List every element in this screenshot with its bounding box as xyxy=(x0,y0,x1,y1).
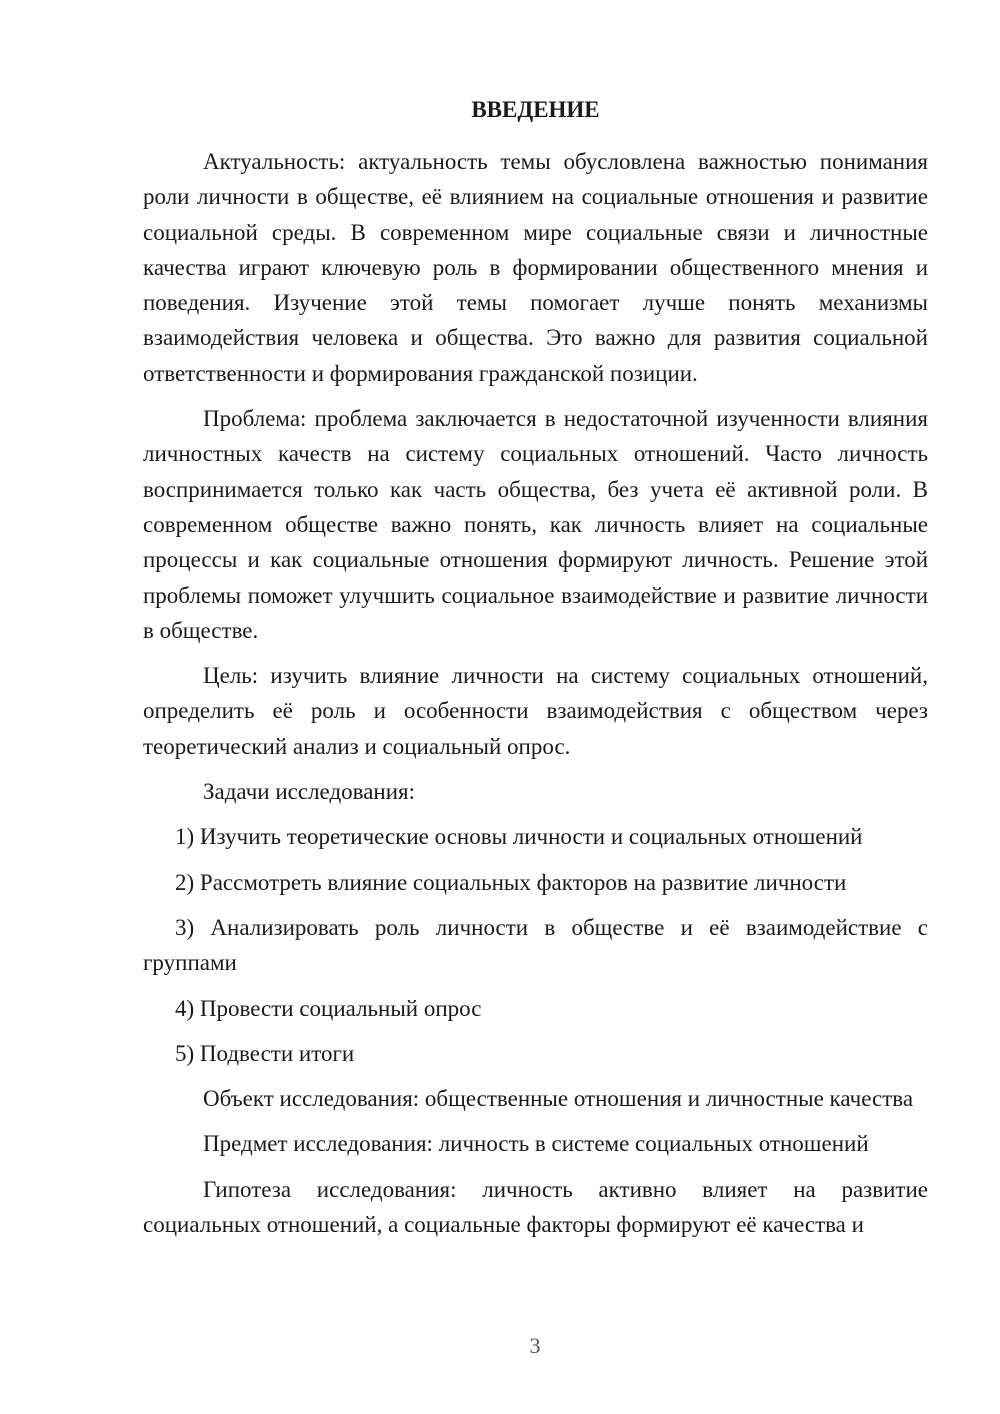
document-page xyxy=(143,92,928,1252)
tasks-heading: Задачи исследования: xyxy=(203,779,416,805)
problem-paragraph: Проблема: проблема заключается в недостаточной изученности влияния личностных качеств на систему социальных отношений. Часто личность воспринимается только как часть общества, без учета её активной роли. В современном обществе важно понять, как личность влияет на социальные процессы и как социальные отношения формируют личность. Решение этой проблемы поможет улучшить социальное взаимодействие и развитие личности в обществе. xyxy=(143,406,928,643)
section-title: ВВЕДЕНИЕ xyxy=(471,97,600,122)
goal-paragraph: Цель: изучить влияние личности на систему социальных отношений, определить её роль и особенности взаимодействия с обществом через теоретический анализ и социальный опрос. xyxy=(143,663,928,759)
tasks-list xyxy=(143,819,928,1071)
hypothesis-paragraph: Гипотеза исследования: личность активно влияет на развитие социальных отношений, а социальные факторы формируют её качества и xyxy=(143,1176,928,1238)
task-item: 5) Подвести итоги xyxy=(175,1040,355,1066)
task-item: 4) Провести социальный опрос xyxy=(175,995,482,1021)
relevance-paragraph: Актуальность: актуальность темы обусловлена важностью понимания роли личности в обществе, её влиянием на социальные отношения и развитие социальной среды. В современном мире социальные связи и личностные качества играют ключевую роль в формировании общественного мнения и поведения. Изучение этой темы помогает лучше понять механизмы взаимодействия человека и общества. Это важно для развития социальной ответственности и формирования гражданской позиции. xyxy=(143,149,928,386)
task-item: 3) Анализировать роль личности в обществе и её взаимодействие с группами xyxy=(143,914,928,976)
page-number: 3 xyxy=(529,1333,541,1358)
object-paragraph: Объект исследования: общественные отношения и личностные качества xyxy=(203,1086,914,1112)
task-item: 2) Рассмотреть влияние социальных факторов на развитие личности xyxy=(175,869,847,895)
task-item: 1) Изучить теоретические основы личности и социальных отношений xyxy=(175,824,863,850)
subject-paragraph: Предмет исследования: личность в системе социальных отношений xyxy=(203,1131,869,1157)
